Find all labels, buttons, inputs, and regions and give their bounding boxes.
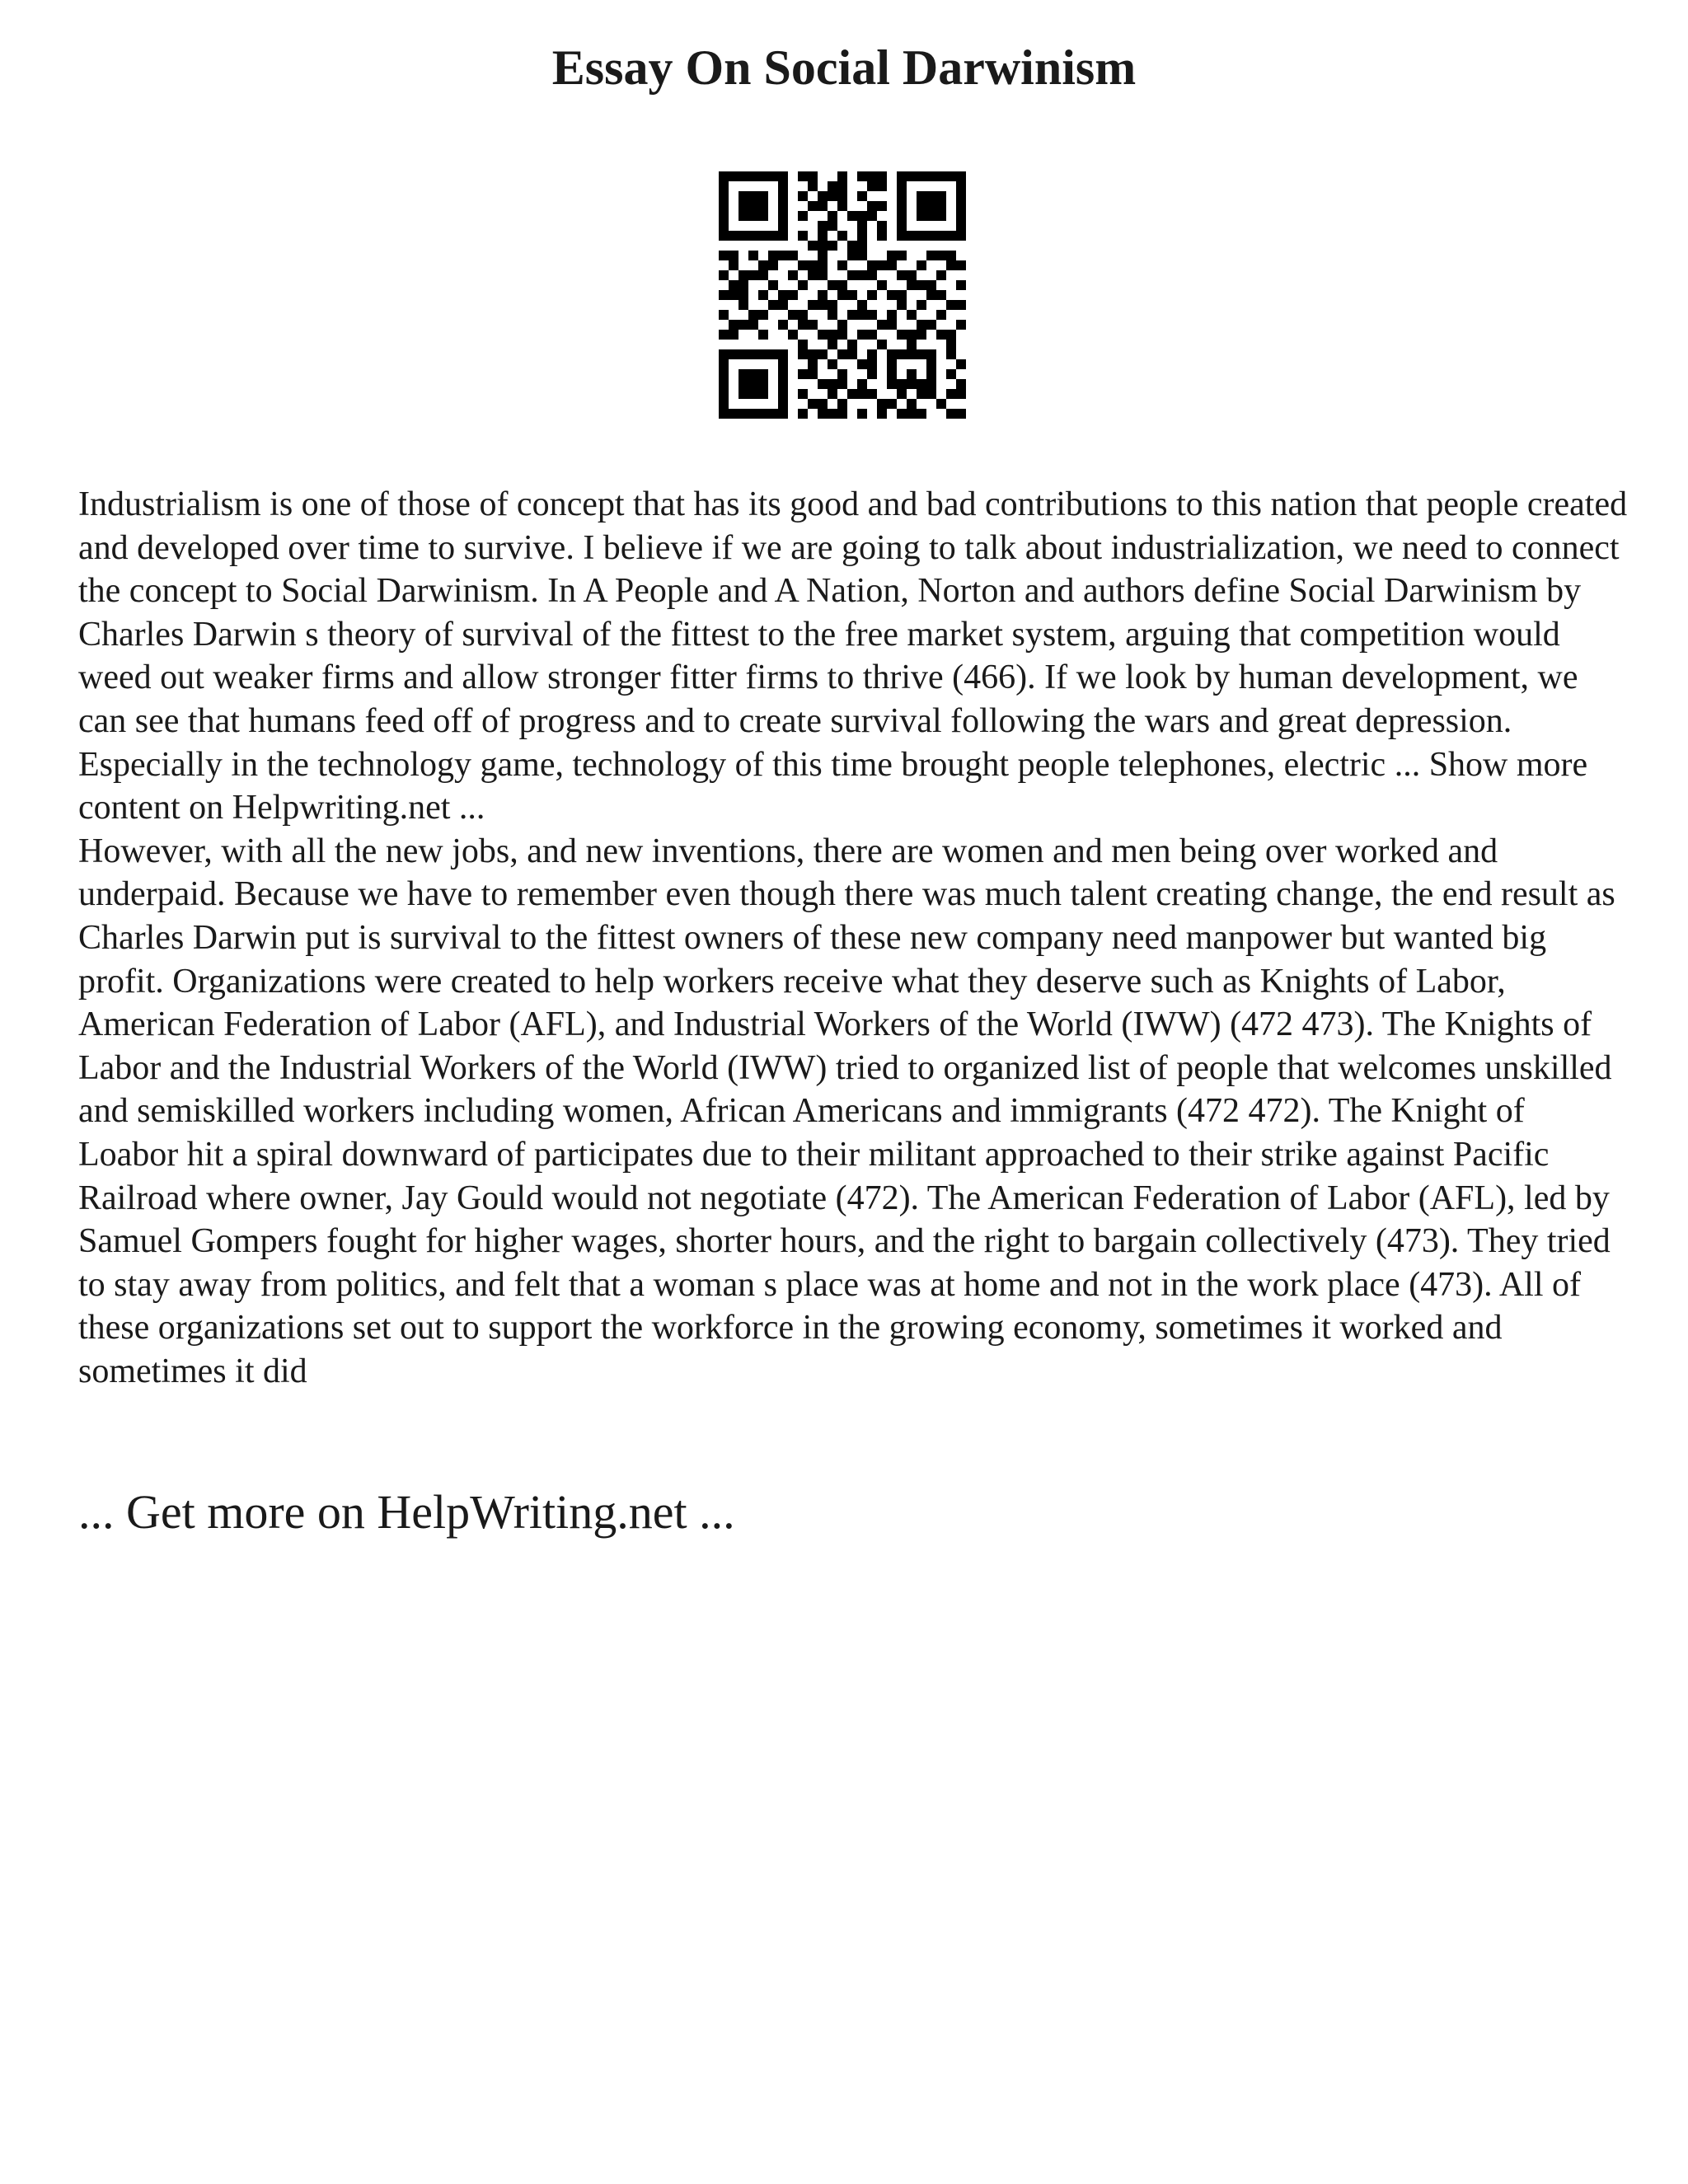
essay-paragraph-1: Industrialism is one of those of concept that has its good and bad contributions to this nation that people created and developed over time to survive. I believe if we are going to talk about industrialization, we need to connect the concept to Social Darwinism. In A People and A Nation, Norton and authors define Social Darwinism by Charles Darwin s theory of survival of the fittest to the free market system, arguing that competition would weed out weaker firms and allow stronger fitter firms to thrive (466). If we look by human development, we can see that humans feed off of progress and to create survival following the wars and great depression. Especially in the technology game, technology of this time brought people telephones, electric ... Show more content on Helpwriting.net ... [78, 485, 1628, 827]
get-more-link[interactable]: ... Get more on HelpWriting.net ... [78, 1485, 735, 1539]
essay-body [78, 483, 1628, 1393]
qr-code-icon [719, 171, 966, 419]
page-title: Essay On Social Darwinism [551, 40, 1137, 95]
qr-code-graphic [719, 171, 966, 419]
essay-paragraph-2: However, with all the new jobs, and new inventions, there are women and men being over worked and underpaid. Because we have to remember even though there was much talent creating change, the end result as Charles Darwin put is survival to the fittest owners of these new company need manpower but wanted big profit. Organizations were created to help workers receive what they deserve such as Knights of Labor, American Federation of Labor (AFL), and Industrial Workers of the World (IWW) (472 473). The Knights of Labor and the Industrial Workers of the World (IWW) tried to organized list of people that welcomes unskilled and semiskilled workers including women, African Americans and immigrants (472 472). The Knight of Loabor hit a spiral downward of participates due to their militant approached to their strike against Pacific Railroad where owner, Jay Gould would not negotiate (472). The American Federation of Labor (AFL), led by Samuel Gompers fought for higher wages, shorter hours, and the right to bargain collectively (473). They tried to stay away from politics, and felt that a woman s place was at home and not in the work place (473). All of these organizations set out to support the workforce in the growing economy, sometimes it worked and sometimes it did [78, 832, 1615, 1390]
